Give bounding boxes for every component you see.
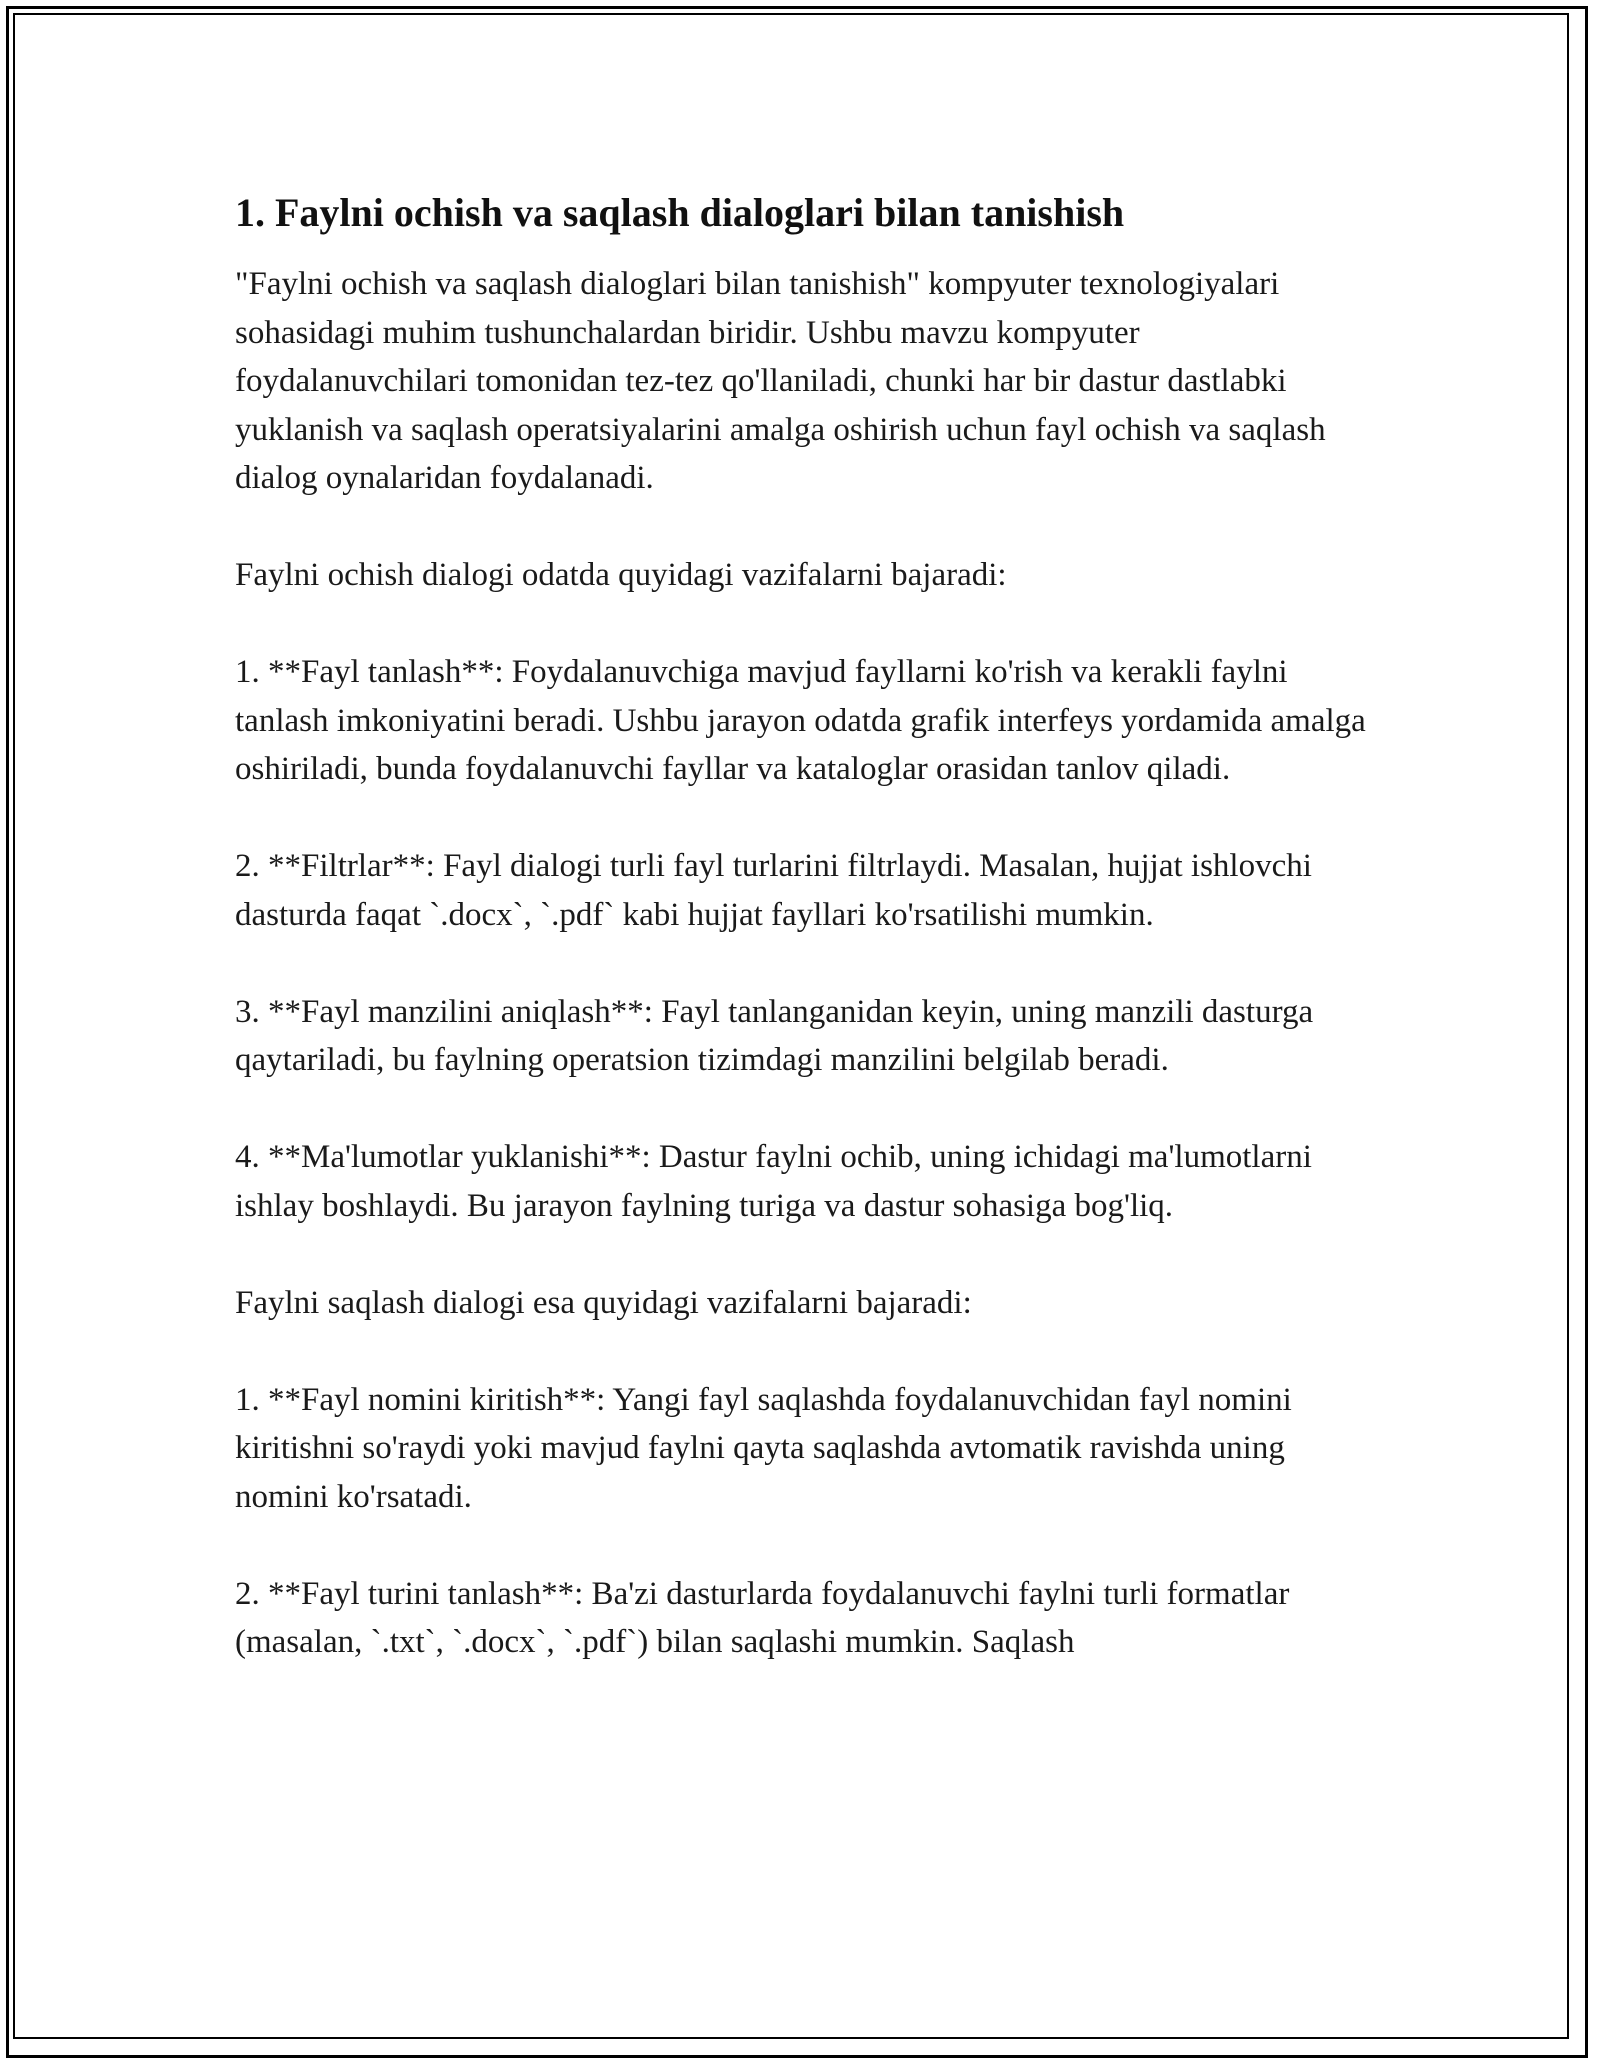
open-dialog-intro: Faylni ochish dialogi odatda quyidagi vazifalarni bajaradi:: [235, 557, 1007, 593]
document-title: 1. Faylni ochish va saqlash dialoglari bilan tanishish: [235, 190, 1125, 235]
save-dialog-intro: Faylni saqlash dialogi esa quyidagi vazifalarni bajaradi:: [235, 1284, 972, 1321]
open-item-filters: 2. **Filtrlar**: Fayl dialogi turli fayl turlarini filtrlaydi. Masalan, hujjat ishlovchi dasturda faqat `.docx`, `.pdf` kabi hujjat fayllari ko'rsatilishi mumkin.: [235, 848, 1312, 933]
open-item-data-loading: 4. **Ma'lumotlar yuklanishi**: Dastur faylni ochib, uning ichidagi ma'lumotlarni ishlay boshlaydi. Bu jarayon faylning turiga va dastur sohasiga bog'liq.: [235, 1139, 1312, 1224]
intro-paragraph: "Faylni ochish va saqlash dialoglari bilan tanishish" kompyuter texnologiyalari sohasidagi muhim tushunchalardan biridir. Ushbu mavzu kompyuter foydalanuvchilari tomonidan tez-tez qo'llaniladi, chunki har bir dastur dastlabki yuklanish va saqlash operatsiyalarini amalga oshirish uchun fayl ochish va saqlash dialog oynalaridan foydalanadi.: [235, 266, 1326, 496]
document-body: [235, 186, 1375, 1667]
save-item-file-name: 1. **Fayl nomini kiritish**: Yangi fayl saqlashda foydalanuvchidan fayl nomini kiritishni so'raydi yoki mavjud faylni qayta saqlashda avtomatik ravishda uning nomini ko'rsatadi.: [235, 1381, 1292, 1515]
open-item-file-path: 3. **Fayl manzilini aniqlash**: Fayl tanlanganidan keyin, uning manzili dasturga qaytariladi, bu faylning operatsion tizimdagi manzilini belgilab beradi.: [235, 993, 1314, 1078]
open-item-file-selection: 1. **Fayl tanlash**: Foydalanuvchiga mavjud fayllarni ko'rish va kerakli faylni tanlash imkoniyatini beradi. Ushbu jarayon odatda grafik interfeys yordamida amalga oshiriladi, bunda foydalanuvchi fayllar va kataloglar orasidan tanlov qiladi.: [235, 654, 1366, 787]
save-item-file-type: 2. **Fayl turini tanlash**: Ba'zi dasturlarda foydalanuvchi faylni turli formatlar (masalan, `.txt`, `.docx`, `.pdf`) bilan saqlashi mumkin. Saqlash: [235, 1575, 1290, 1660]
